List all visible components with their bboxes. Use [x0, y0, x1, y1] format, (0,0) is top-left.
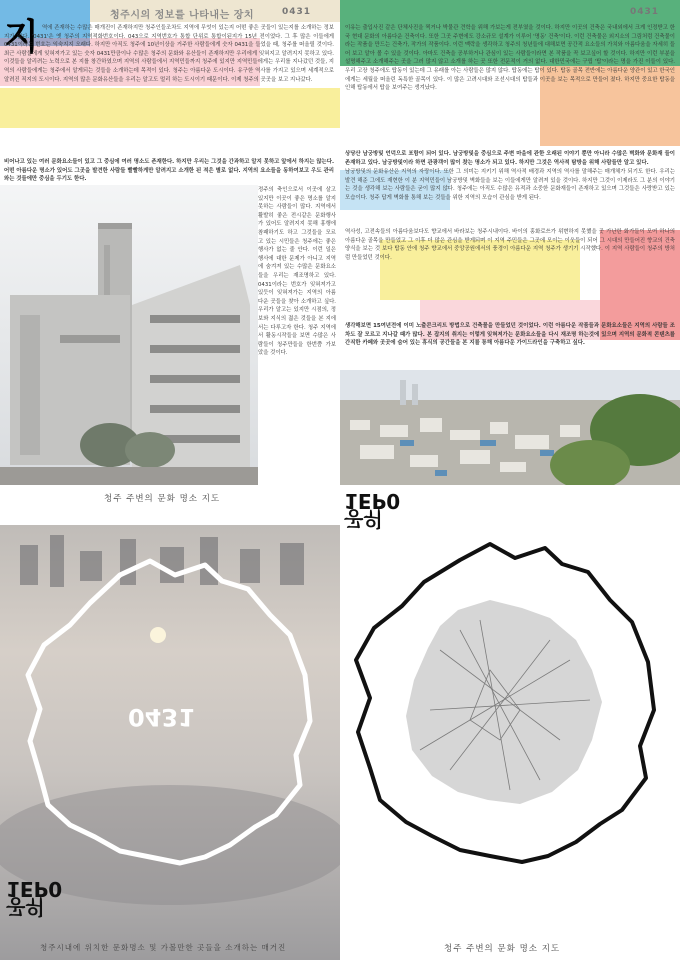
logo-top-right: [344, 489, 401, 531]
city-photo: [340, 370, 680, 485]
left-poster-caption-top: 청주 주변의 문화 명소 지도: [104, 494, 221, 504]
page-number-right: 0431: [630, 7, 660, 17]
page-title: 청주시의 정보를 나타내는 장치: [110, 10, 255, 21]
map-label-center: 0431: [128, 703, 195, 731]
drop-cap: 지: [4, 17, 39, 58]
left-narrow-text: 정주의 축인으로서 이곳에 살고 있지만 이곳이 좋은 명소를 알지 못하는 사람들이 많다. 지역에서 활발히 좋은 전시같은 문화행사가 있어도 알려지지 못해 홍행에 참패하기도 하고 그것들을 모르고 있는 시민들은 청주에는 좋은 행사가 없는 줄 안다. 이런 일은 행사에 대한 문제가 아니고 지역에 숨겨져 있는 수많은 문화요소들을 우리는 재조명하고 있다. 0431이라는 번호가 잊혀져가고 있듯이 잊혀져가는 지역의 아름다운 곳들을 찾아 소개하고 싶다. 우리가 알고는 있지만 시점의, 정보와 지식의 젊은 것들을 본 지에서는 다루고자 한다. 청주 지역에서 활동시작들을 보면 수많은 사람들이 청주만들을 한번쯤 가보았을 것이다.: [258, 187, 336, 357]
logo-bottom-left: [6, 877, 63, 919]
right-intro-text: 이유는 출입사진 같은 단체사진을 찍거나 박물관 견학을 위해 가보는게 전부였을 것이다. 하지만 이곳의 건축은 국내외에서 크게 인정받고 한국 현대 문화의 아름다운 건축이다. 또한 그곳 주변에도 강소규모 설계가 이루어 '명동' 건축'이다. 이런 건축물은 외지소의 그림처럼 건축물이라는 작품을 만드는 건축가, 작가의 작품이다. 이런 맥락을 생각하고 청주의 청년들에 대해보면 공간적 요소들의 가치와 아름다움을 자세히 들어 보고 알아 볼 수 있을 것이다. 아마도 건축을 공부하거나 관심이 있는 사람들이라면 본 작품을 꼭 보고싶어 할 것이다. 하지만 이런 부분을 설명해주고 소개해주는 곳을 그러 많지 않고 소개를 하는 곳 또한 전문적이 거의 없다. 대한민국에는 구립 '탑'이라는 명을 가진 이들이 있다. 우리 고장 청주에도 탑동이 있는데 그 유래를 아는 사람들은 많지 않다. 탑동에는 탑이 있다. 탑동 골목 전반에는 아름다운 양관이 있고 한국인에게는 세월을 떠올린 독특한 골목이 있다. 이 많은 고려시대와 조선시대의 탑들과 이곳을 보는 목적으로 만들어 졌다. 하지만 중요한 탑동을 인해 탑동에서 탑을 보여주는 생겨났다.: [345, 25, 675, 92]
logo-line-1-right: 공위: [344, 507, 383, 531]
right-middle-text: 남궁방및의 문화유산은 지역의 자랑이다. 또한 그 의미는 지키기 위해 역사적 배경과 지역의 역사를 말해주는 매개체가 되기도 한다. 우리는 발견 해준 그에도 재현한 이 분 지역민들이 남궁방및 벽화들을 보는 이들에게만 알려져 있을 것이다. 하지만 그것이 이제라도 그 분의 이야기는 것을 생각해 보는 사람들은 굳이 많지 않다. 청주에는 아직도 수많은 유적과 소중한 문화재들이 존재하고 있으며 그것들은 사랑받고 있는 모습이다. 청주 답게 벽화를 통해 보는 것들을 위한 지역의 모습이 관심을 받게 된다.: [345, 169, 675, 201]
right-highlight-text: 역사성, 고전속들의 아름다움보다도 향교에서 바라보는 청주시내이다. 바이의 홍화로쓰가 위변하지 못했을 곳 가난한 화가들이 모여 하나의 아름다운 골목을 만들었고 그 이후 더 많은 관심을 받게되며 이 지역 주민들은 그곳에 모이는 이웃들이 되어 그 시대의 만들어진 향교의 건축 양식을 보는 것 보다 탑동 안에 청주 향교에서 중앙공원에서의 풍경이 아름다운 지역 청주가 생기기 시작했다. 이 지역 사람들이 청주의 방처럼 만들었던 것이다.: [345, 229, 675, 261]
city-map: [340, 530, 680, 930]
right-bottom-text: 생각해보면 15여년전에 이미 노출콘크리트 방법으로 건축물을 만들었던 것이었다. 이런 아름다운 작품들과 문화요소들은 지역의 사람들 조차도 잘 모르고 지나갈 때가 많다. 본 잡지의 취지는 이렇게 잊혀져가는 문화요소들을 다시 재조명 하는것에 있으며 지역의 문화적 콘텐츠를 간직한 카페와 곳곳에 숨어 있는 휴식의 공간들을 본 지를 통해 아름다운 가이드라인을 구축하고 싶다.: [345, 323, 675, 347]
logo-line-2-right: 1EP0: [344, 489, 401, 513]
left-bold-text: 비어나고 있는 여러 문화요소들이 있고 그 중심에 여러 명소도 존재한다. 하지만 우리는 그것을 간과하고 알지 못하고 앞에서 하지는 않는다. 어떤 아름다운 명소가 있어도 그곳을 발견한 사람들 빨빨하게만 알려지고 소개한 된 적은 별로 없다. 지역의 요소들을 동하여보고 우도 관리와는 것들에만 중심을 두기도 한다.: [4, 159, 334, 182]
logo-line-2: 1EP0: [6, 877, 63, 901]
logo-line-1: 공위: [6, 895, 45, 919]
page-number-left: 0431: [282, 7, 312, 17]
left-poster-caption-bottom: 청주시내에 위치한 문화명소 및 가볼만한 곳들을 소개하는 매거진: [40, 943, 287, 952]
building-photo: [0, 185, 258, 485]
right-bold-text: 상당산 남궁방및 언덕으로 포함이 되어 있다. 남궁방및을 중심으로 주변 마을에 관한 오래된 이야기 뿐만 아니라 수많은 벽화와 문화재 들이 존재하고 있다. 남궁방및이라 하면 관광객이 많이 찾는 명소가 되고 있다. 하지만 그것은 역사적 탐방을 위해 사람들만 알고 있다.: [345, 151, 675, 166]
right-poster-caption: 청주 주변의 문화 명소 지도: [444, 944, 561, 954]
left-intro-text: 역에 존재하는 수많은 매개진이 존재하지만 청주인들조차도 지역에 무엇이 있는지 어떤 좋은 곳들이 있는지를 소개하는 정보지가 없다. '0431'은 옛 청주의 지역적화번호이다. 043으로 지역번호가 통합 단위로 통합이된지가 15년 전이었다. 그 후 많은 이들에게 0431이라는 번호는 익숙지지 오래다. 하지만 아직도 청주에 10년이상을 거주한 사람들에게 숫자 0431을 들었을 때, 청주를 떠올릴 것이다. 최근 사람들에게 잊혀져가고 있는 숫자 0431만큼이나 수많은 청주의 문화와 유산들이 존재하지만 우리에게 잊혀지고 알려지지 못하고 있다. 이것들을 알리려는 노력으로 본 지를 창간하였으며 지역의 사람들에서 지역민들까지 청주에 있지만 지역민들에게는 우리를 지나갔던 것들, 지역의 사람들에게는 청주에서 알게되는 것들을 소개하는데 목적이 있다. 청주는 아름다운 도시이다. 유구한 역사를 가지고 있으며 세계적으로 알려진 직지의 도시이다. 지역의 많은 문화유산들을 우리는 알고도 멀리 하는 도시이기 때문이다. 이제 청주의 곳곳을 보고 지나갔다.: [4, 25, 334, 83]
